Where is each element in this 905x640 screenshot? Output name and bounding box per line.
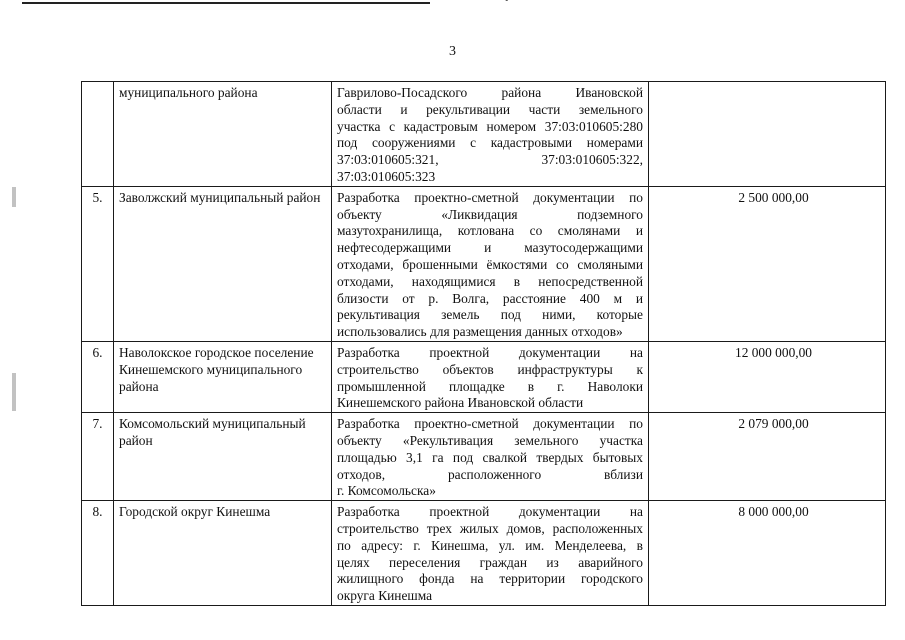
margin-scribble [12, 373, 16, 411]
recipient-name: Комсомольский муниципальный район [114, 413, 332, 501]
description-line: жилищного фонда на территории городского [337, 571, 643, 587]
description-line: рекультивация земель под ними, которые [337, 307, 643, 323]
description-line: 37:03:010605:321, 37:03:010605:322, [337, 152, 643, 168]
table-row [82, 413, 886, 501]
funding-amount: 8 000 000,00 [649, 501, 886, 606]
description-line: целях переселения граждан из аварийного [337, 554, 643, 570]
table-row [82, 186, 886, 341]
description-line: Разработка проектно-сметной документации по [337, 189, 643, 205]
description-line: Гаврилово-Посадского района Ивановской [337, 85, 643, 100]
project-description [332, 413, 649, 501]
description-line: площадью 3,1 га под свалкой твердых бытовых [337, 449, 643, 465]
description-line: Разработка проектной документации на [337, 344, 643, 360]
project-description [332, 501, 649, 606]
description-line: Кинешемского района Ивановской области [337, 395, 584, 411]
description-line: отходов, расположенного вблизи [337, 466, 643, 482]
table-row [82, 501, 886, 606]
description-line: отходами, находящимися в непосредственной [337, 273, 643, 289]
description-line: участка с кадастровым номером 37:03:010605:280 [337, 118, 643, 134]
description-line: мазутохранилища, котлована со смолянами и [337, 223, 643, 239]
funding-amount: 2 500 000,00 [649, 186, 886, 341]
row-number [82, 82, 114, 187]
description-line: промышленной площадке в г. Наволоки [337, 378, 643, 394]
description-line: 37:03:010605:323 [337, 168, 436, 184]
description-line: строительство объектов инфраструктуры к [337, 361, 643, 377]
description-line: близости от р. Волга, расстояние 400 м и [337, 290, 643, 306]
row-number: 5. [82, 186, 114, 341]
project-description [332, 186, 649, 341]
margin-scribble [12, 187, 16, 207]
description-line: нефтесодержащими и мазутосодержащими [337, 240, 643, 256]
row-number: 8. [82, 501, 114, 606]
top-rule [22, 2, 430, 4]
description-line: г. Комсомольска» [337, 483, 436, 499]
description-line: Разработка проектной документации на [337, 504, 643, 520]
recipient-name: Городской округ Кинешма [114, 501, 332, 606]
page-number: 3 [449, 44, 456, 59]
project-description [332, 341, 649, 412]
description-line: Разработка проектно-сметной документации по [337, 416, 643, 432]
funding-amount: 2 079 000,00 [649, 413, 886, 501]
description-line: использовались для размещения данных отходов» [337, 324, 623, 340]
table-row [82, 341, 886, 412]
recipient-name: муниципального района [114, 82, 332, 187]
row-number: 6. [82, 341, 114, 412]
description-line: строительство трех жилых домов, расположенных [337, 520, 643, 536]
top-mark: ˇ [505, 0, 509, 10]
description-line: объекту «Рекультивация земельного участка [337, 432, 643, 448]
table-row [82, 82, 886, 187]
description-line: отходами, брошенными ёмкостями со смоляными [337, 256, 643, 272]
funding-table [81, 81, 886, 606]
funding-amount: 12 000 000,00 [649, 341, 886, 412]
description-line: области и рекультивации части земельного [337, 101, 643, 117]
description-line: округа Кинешма [337, 588, 433, 604]
recipient-name: Наволокское городское поселение Кинешемского муниципального района [114, 341, 332, 412]
row-number: 7. [82, 413, 114, 501]
project-description [332, 82, 649, 187]
description-line: под сооружениями с кадастровыми номерами [337, 135, 643, 151]
funding-amount [649, 82, 886, 187]
description-line: объекту «Ликвидация подземного [337, 206, 643, 222]
recipient-name: Заволжский муниципальный район [114, 186, 332, 341]
description-line: по адресу: г. Кинешма, ул. им. Менделеева, в [337, 537, 643, 553]
table-body [82, 82, 886, 606]
